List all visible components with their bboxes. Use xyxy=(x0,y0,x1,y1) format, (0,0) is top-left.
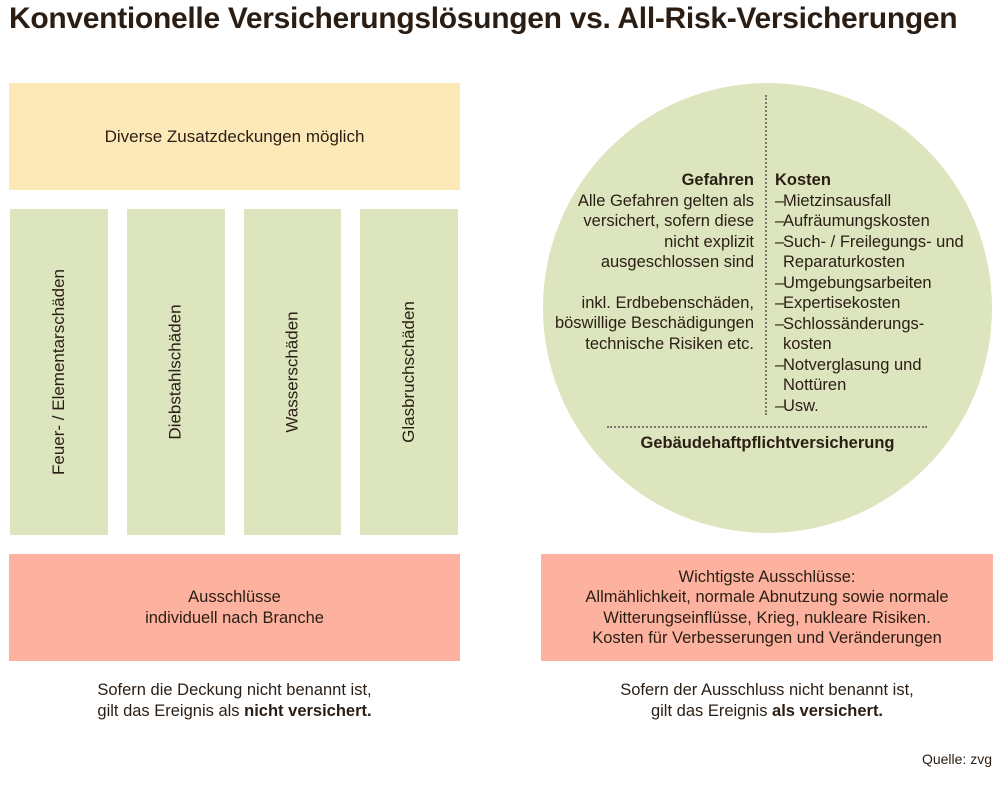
dangers-extra-line: böswillige Beschädigungen xyxy=(554,314,754,332)
column-label-theft: Diebstahlschäden xyxy=(166,304,185,440)
footer-right-prefix: gilt das Ereignis xyxy=(650,702,773,720)
liability-label: Gebäudehaftpflichtversicherung xyxy=(640,434,895,452)
column-label-fire: Feuer- / Elementarschäden xyxy=(49,269,68,475)
costs-item: – Expertisekosten xyxy=(775,293,975,314)
exclusions-right-line: Wichtigste Ausschlüsse: xyxy=(678,567,856,586)
footer-left-line2 xyxy=(9,701,460,722)
column-glass xyxy=(360,209,458,535)
footer-right xyxy=(541,680,993,722)
column-label-glass: Glasbruchschäden xyxy=(399,301,419,443)
costs-item: – Schlossänderungs- kosten xyxy=(775,314,975,355)
footer-left-bold: nicht versichert. xyxy=(244,702,372,720)
dangers-line: ausgeschlossen sind xyxy=(600,253,754,271)
circle-horizontal-divider xyxy=(607,426,927,428)
column-theft xyxy=(127,209,225,535)
dangers-gap xyxy=(514,273,754,293)
circle-vertical-divider xyxy=(765,95,767,415)
exclusions-left-box xyxy=(9,554,460,661)
column-label-water: Wasserschäden xyxy=(282,311,302,433)
exclusions-right-line: Allmählichkeit, normale Abnutzung sowie normale xyxy=(585,588,949,606)
costs-item: – Usw. xyxy=(775,396,975,417)
extras-label: Diverse Zusatzdeckungen möglich xyxy=(104,126,365,146)
costs-item: – Notverglasung und Nottüren xyxy=(775,355,975,396)
costs-item: – Aufräumungskosten xyxy=(775,211,975,232)
exclusions-right-line: Kosten für Verbesserungen und Veränderungen xyxy=(592,629,942,647)
costs-item: – Such- / Freilegungs- und Reparaturkosten xyxy=(775,232,975,273)
footer-left xyxy=(9,680,460,722)
footer-left-line1: Sofern die Deckung nicht benannt ist, xyxy=(97,681,372,699)
costs-block xyxy=(775,170,975,416)
dangers-line: versichert, sofern diese xyxy=(583,212,754,230)
footer-right-line2 xyxy=(541,701,993,722)
exclusions-right-box xyxy=(541,554,993,661)
footer-right-bold: als versichert. xyxy=(772,702,884,720)
dangers-extra-line: inkl. Erdbebenschäden, xyxy=(581,293,754,312)
footer-left-prefix: gilt das Ereignis als xyxy=(97,702,245,720)
dangers-title: Gefahren xyxy=(681,171,754,189)
source-note: Quelle: zvg xyxy=(921,751,992,767)
exclusions-left-text: individuell nach Branche xyxy=(145,608,324,627)
exclusions-left-title: Ausschlüsse xyxy=(188,588,281,606)
page-title: Konventionelle Versicherungslösungen vs. All-Risk-Versicherungen xyxy=(9,2,958,35)
costs-item: – Mietzinsausfall xyxy=(775,191,975,212)
exclusions-right-line: Witterungseinflüsse, Krieg, nukleare Risiken. xyxy=(603,608,931,627)
costs-title: Kosten xyxy=(775,171,831,189)
extras-box xyxy=(9,83,460,190)
column-water xyxy=(244,209,341,535)
dangers-line: nicht explizit xyxy=(664,232,754,251)
dangers-extra-line: technische Risiken etc. xyxy=(585,334,754,353)
dangers-line: Alle Gefahren gelten als xyxy=(577,191,754,210)
costs-item: – Umgebungsarbeiten xyxy=(775,273,975,294)
column-fire xyxy=(10,209,108,535)
dangers-block xyxy=(514,170,754,354)
footer-right-line1: Sofern der Ausschluss nicht benannt ist, xyxy=(620,681,914,699)
